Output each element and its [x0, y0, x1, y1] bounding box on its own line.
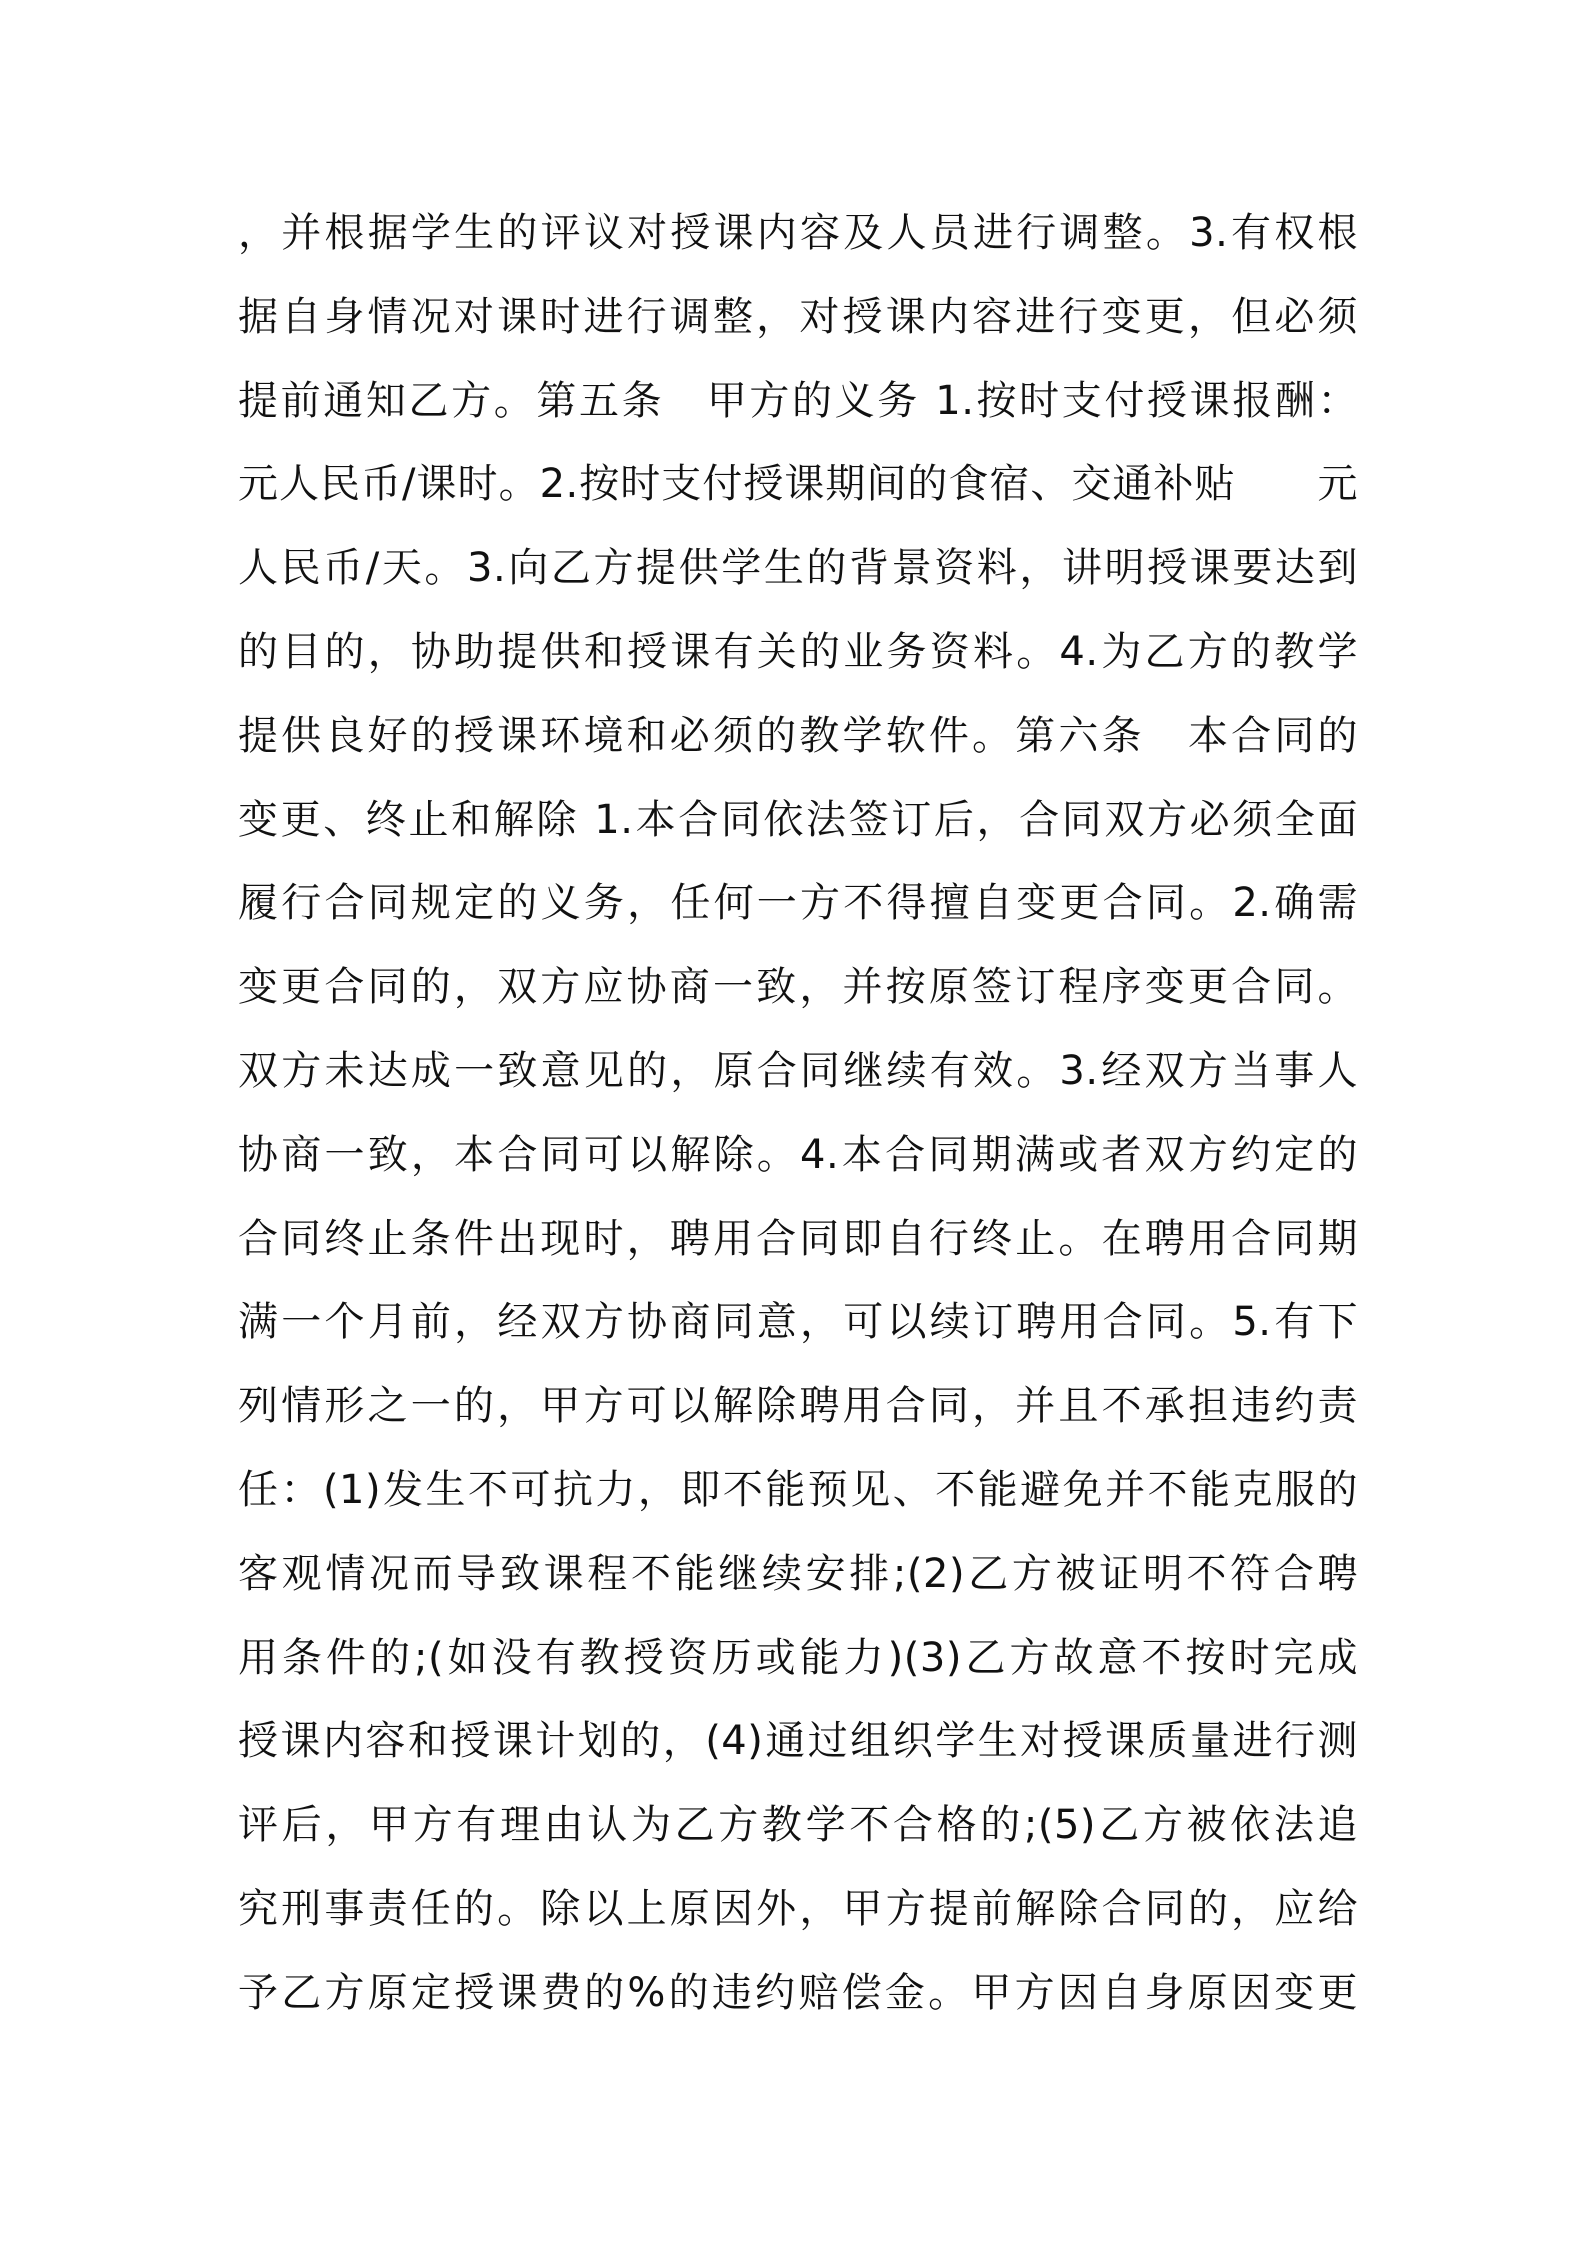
- text-line: 双方未达成一致意见的，原合同继续有效。3.经双方当事人: [238, 1047, 1358, 1094]
- text-line: 提供良好的授课环境和必须的教学软件。第六条 本合同的: [238, 712, 1358, 759]
- text-line: 合同终止条件出现时，聘用合同即自行终止。在聘用合同期: [238, 1215, 1358, 1262]
- text-line: 人民币/天。3.向乙方提供学生的背景资料，讲明授课要达到: [238, 545, 1358, 592]
- text-line: 变更合同的，双方应协商一致，并按原签订程序变更合同。: [238, 964, 1358, 1011]
- text-line: 提前通知乙方。第五条 甲方的义务 1.按时支付授课报酬：: [238, 377, 1358, 424]
- text-line: 满一个月前，经双方协商同意，可以续订聘用合同。5.有下: [238, 1299, 1358, 1346]
- text-line: 元人民币/课时。2.按时支付授课期间的食宿、交通补贴 元: [238, 461, 1358, 508]
- text-line: 履行合同规定的义务，任何一方不得擅自变更合同。2.确需: [238, 880, 1358, 927]
- text-line: 列情形之一的，甲方可以解除聘用合同，并且不承担违约责: [238, 1383, 1358, 1430]
- text-line: 用条件的;(如没有教授资历或能力)(3)乙方故意不按时完成: [238, 1634, 1358, 1681]
- text-line: ，并根据学生的评议对授课内容及人员进行调整。3.有权根: [238, 210, 1358, 256]
- text-line: 客观情况而导致课程不能继续安排;(2)乙方被证明不符合聘: [238, 1550, 1358, 1597]
- text-line: 予乙方原定授课费的%的违约赔偿金。甲方因自身原因变更: [238, 1969, 1358, 2016]
- text-line: 协商一致，本合同可以解除。4.本合同期满或者双方约定的: [238, 1131, 1358, 1178]
- text-line: 究刑事责任的。除以上原因外，甲方提前解除合同的，应给: [238, 1885, 1358, 1932]
- text-line: 任：(1)发生不可抗力，即不能预见、不能避免并不能克服的: [238, 1466, 1358, 1513]
- text-line: 据自身情况对课时进行调整，对授课内容进行变更，但必须: [238, 293, 1358, 340]
- text-line: 授课内容和授课计划的，(4)通过组织学生对授课质量进行测: [238, 1718, 1358, 1765]
- text-line: 的目的，协助提供和授课有关的业务资料。4.为乙方的教学: [238, 628, 1358, 675]
- text-line: 评后，甲方有理由认为乙方教学不合格的;(5)乙方被依法追: [238, 1802, 1358, 1849]
- contract-body-text: [238, 192, 1358, 2036]
- text-line: 变更、终止和解除 1.本合同依法签订后，合同双方必须全面: [238, 796, 1358, 843]
